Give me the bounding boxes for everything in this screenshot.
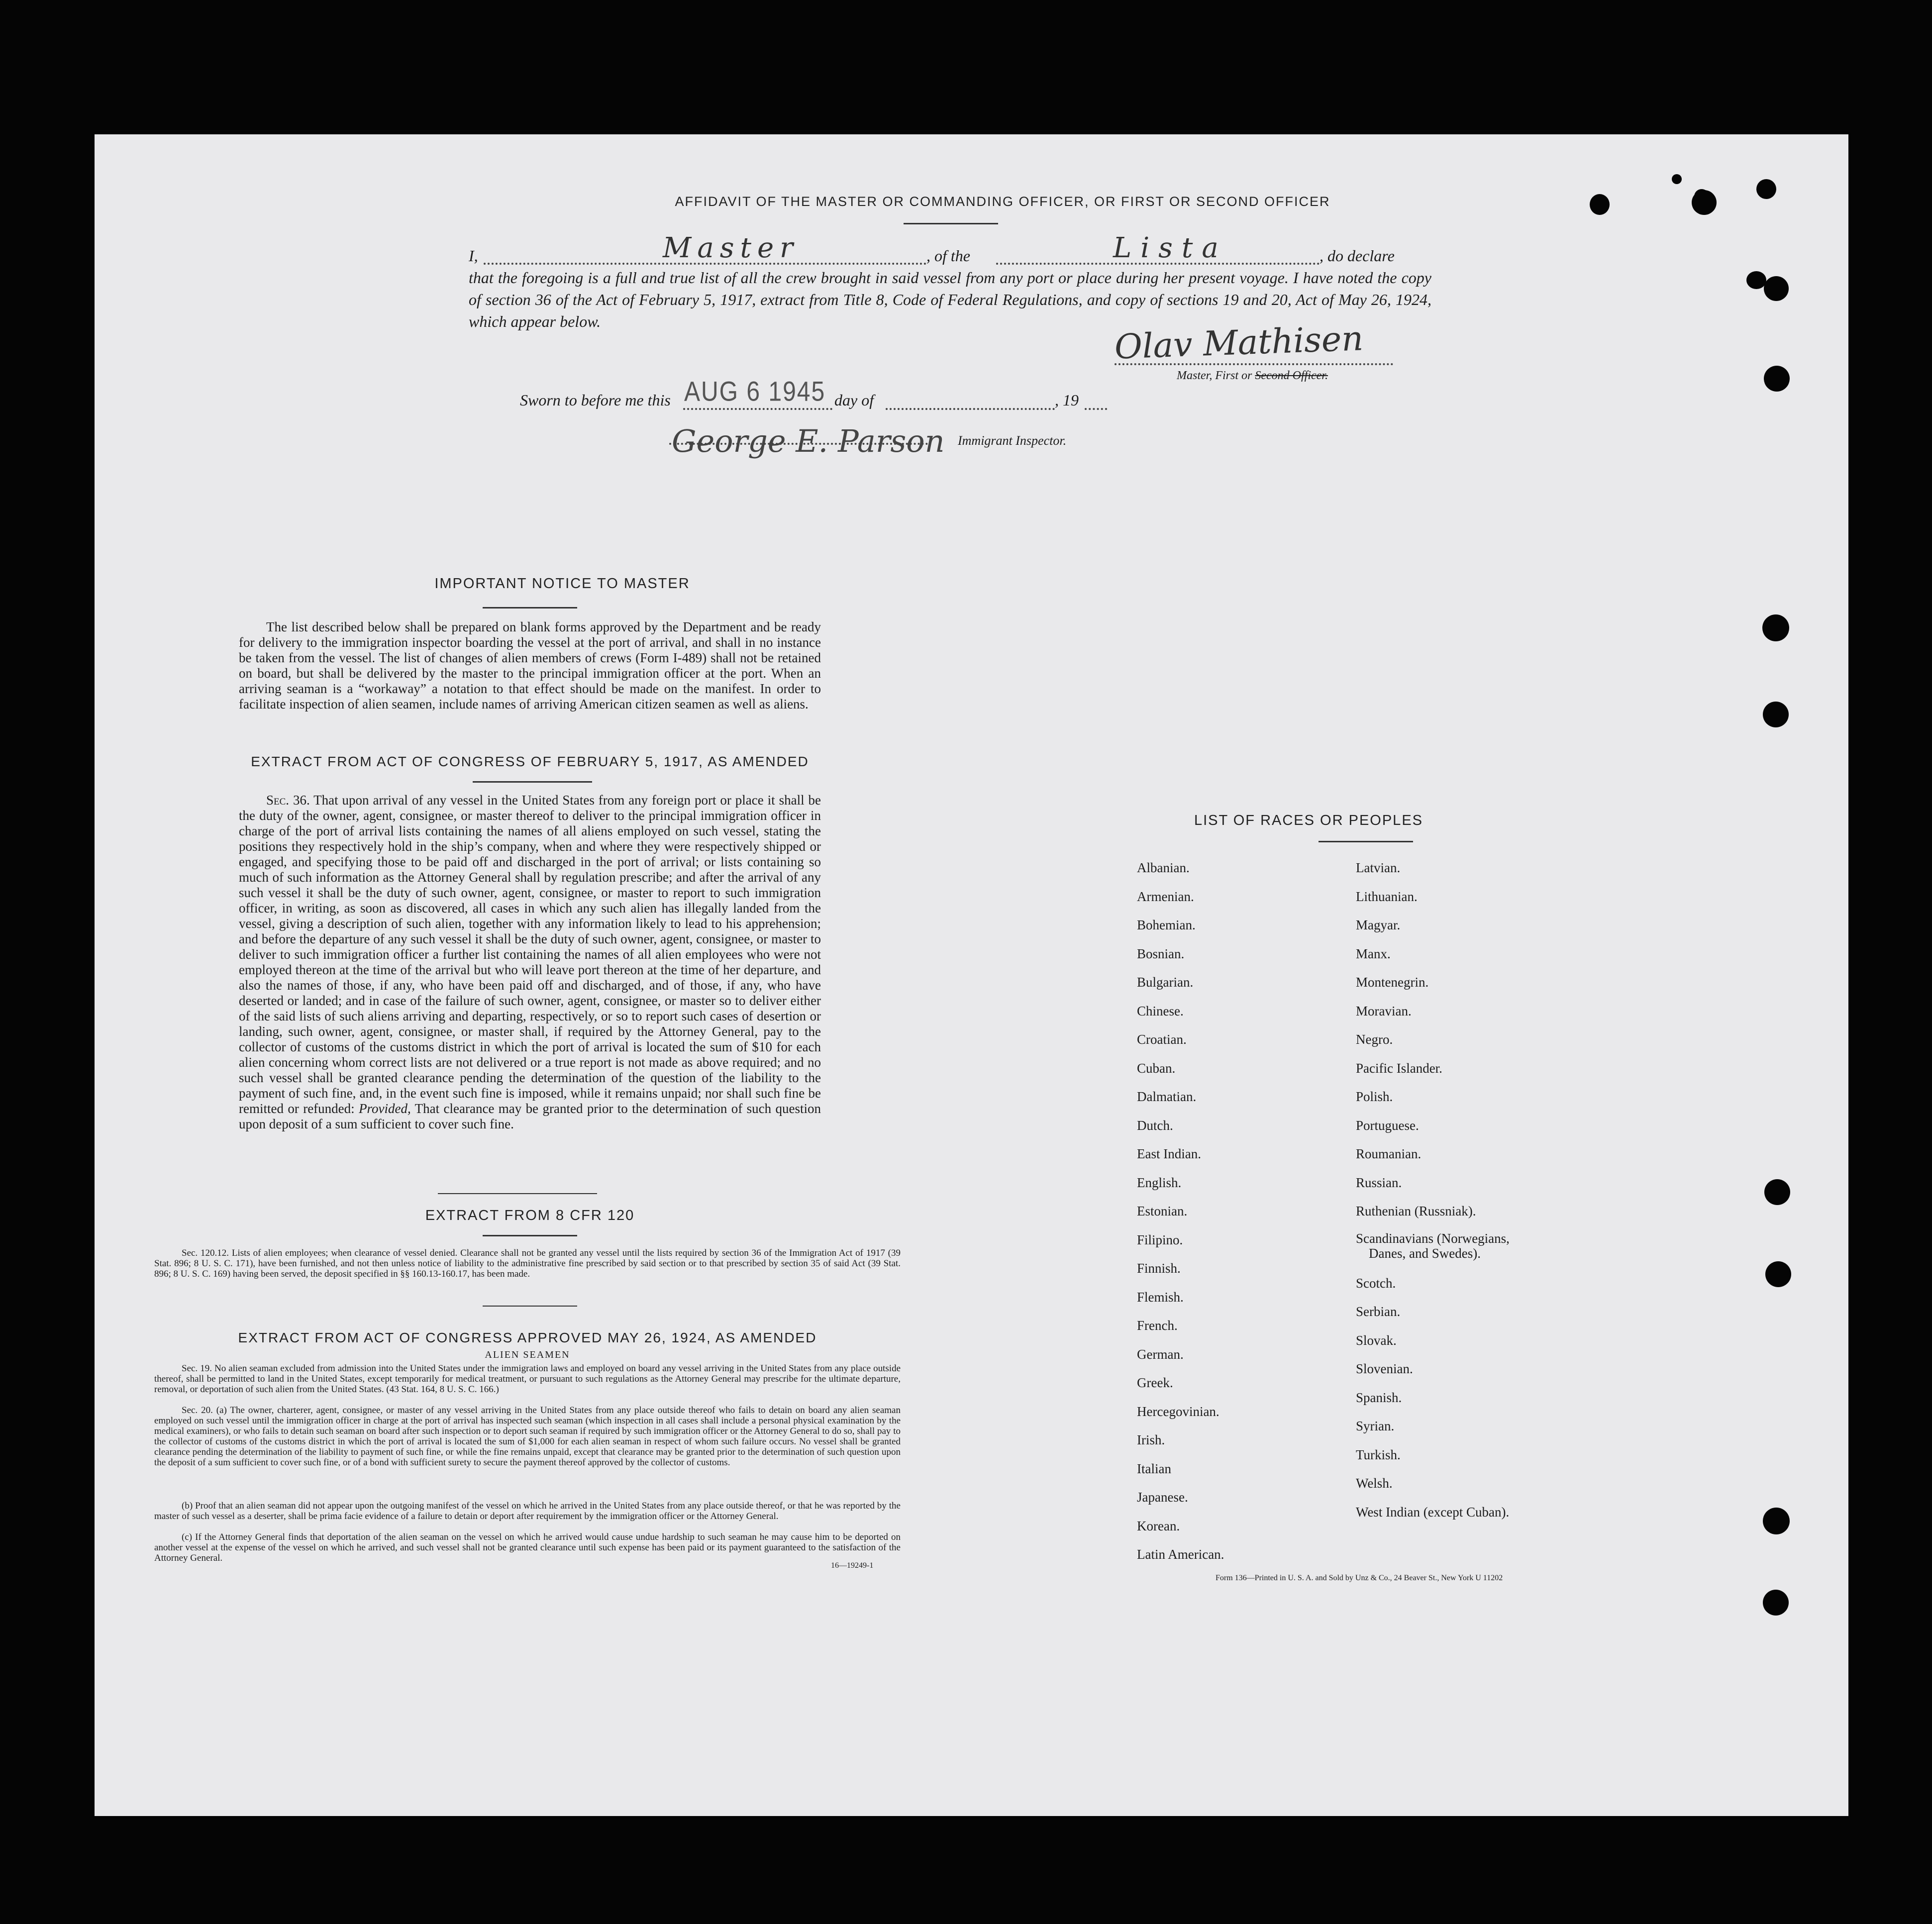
race-item: Armenian. — [1137, 889, 1194, 904]
day-of-label: day of — [834, 391, 874, 409]
extract-cfr-underline — [483, 1235, 577, 1236]
race-item: Serbian. — [1356, 1304, 1401, 1319]
punch-hole — [1762, 614, 1789, 641]
section-divider — [483, 1306, 577, 1307]
race-item: Hercegovinian. — [1137, 1404, 1220, 1419]
affidavit-paragraph: that the foregoing is a full and true list of all the crew brought in said vessel from any port or place during her present voyage. I have noted the copy of section 36 of the Act of February 5, 1917, extract from Title 8, Code of Federal Regulations, and copy of sections 19 and 20, Act of May 26, 1924, which appear below. — [469, 269, 1431, 330]
race-item: Latin American. — [1137, 1547, 1224, 1562]
extract-1917-text — [239, 793, 821, 1132]
race-item: Syrian. — [1356, 1418, 1395, 1433]
race-item: Russian. — [1356, 1175, 1402, 1190]
punch-hole — [1756, 179, 1776, 199]
race-item: Dutch. — [1137, 1117, 1173, 1133]
vessel-handwritten: Lista — [1113, 232, 1227, 264]
race-item: Albanian. — [1137, 860, 1190, 875]
of-the-label: , of the — [926, 247, 970, 265]
sworn-line — [520, 378, 1241, 413]
punch-hole — [1590, 194, 1610, 215]
race-item: Flemish. — [1137, 1289, 1184, 1305]
race-item: Cuban. — [1137, 1060, 1176, 1076]
race-item: Latvian. — [1356, 860, 1401, 875]
race-item: Slovenian. — [1356, 1361, 1413, 1376]
race-item: Turkish. — [1356, 1447, 1401, 1462]
race-item: West Indian (except Cuban). — [1356, 1504, 1510, 1519]
date-stamp: AUG 6 1945 — [684, 377, 826, 407]
signature-line — [1115, 363, 1393, 365]
race-item: Filipino. — [1137, 1232, 1183, 1247]
race-item: Portuguese. — [1356, 1117, 1419, 1133]
punch-hole — [1765, 1261, 1791, 1287]
race-item: Magyar. — [1356, 917, 1401, 932]
master-signature: Olav Mathisen — [1114, 319, 1364, 367]
sworn-prefix: Sworn to before me this — [520, 391, 671, 409]
inspector-caption: Immigrant Inspector. — [958, 433, 1067, 448]
form-number: 16—19249-1 — [831, 1561, 874, 1570]
punch-hole — [1672, 174, 1682, 184]
signature-caption-text: Master, First or — [1177, 369, 1255, 382]
declaration-line — [469, 232, 1538, 270]
printer-footer: Form 136—Printed in U. S. A. and Sold by Unz & Co., 24 Beaver St., New York U 11202 — [1216, 1574, 1503, 1582]
notice-underline — [483, 607, 577, 608]
race-item: Bosnian. — [1137, 946, 1185, 961]
race-item: Greek. — [1137, 1375, 1173, 1390]
section-divider — [438, 1193, 597, 1194]
sec-20c-text: (c) If the Attorney General finds that deportation of the alien seaman on the vessel on which he arrived would cause undue hardship to such seaman he may cause him to be deported on another vessel at the expense of the vessel on which he arrived, and such vessel shall not be granted clearance until such expense has been paid or its payment guaranteed to the satisfaction of the Attorney General. — [154, 1532, 901, 1563]
race-item: Manx. — [1356, 946, 1391, 961]
punch-hole — [1764, 366, 1790, 392]
race-item: Korean. — [1137, 1518, 1180, 1533]
race-item: Moravian. — [1356, 1003, 1412, 1018]
year-prefix: , 19 — [1055, 391, 1079, 409]
races-underline — [1319, 841, 1413, 842]
race-item: Danes, and Swedes). — [1369, 1245, 1481, 1261]
race-item: Montenegrin. — [1356, 975, 1429, 990]
punch-hole — [1763, 702, 1789, 727]
affidavit-title: AFFIDAVIT OF THE MASTER OR COMMANDING OFFICER, OR FIRST OR SECOND OFFICER — [675, 194, 1330, 209]
extract-1917-underline — [473, 781, 592, 783]
signature-caption-struck: Second Officer. — [1255, 369, 1328, 382]
provided-word: Provided, — [359, 1101, 411, 1116]
extract-1924-title: EXTRACT FROM ACT OF CONGRESS APPROVED MAY 26, 1924, AS AMENDED — [238, 1330, 817, 1345]
race-item: Roumanian. — [1356, 1146, 1422, 1161]
race-item: East Indian. — [1137, 1146, 1201, 1161]
punch-hole — [1763, 1590, 1789, 1616]
extract-1917-title: EXTRACT FROM ACT OF CONGRESS OF FEBRUARY 5, 1917, AS AMENDED — [251, 754, 809, 769]
race-item: Scandinavians (Norwegians, — [1356, 1230, 1510, 1246]
races-right-column — [1356, 854, 1605, 1526]
sec-20a-text: Sec. 20. (a) The owner, charterer, agent, consignee, or master of any vessel arriving in the United States from any place outside thereof who fails to detain on board any alien seaman employed on such vessel until the immigration officer in charge at the port of arrival has inspected such seaman (which inspection in all cases shall include a personal physical examination by the medical examiners), or who fails to detain such seaman on board after such inspection or to deport such seaman if required by such immigration officer or the Attorney General to do so, shall pay to the collector of customs of the customs district in which the port of arrival is located the sum of $1,000 for each alien seaman in respect of whom such failure occurs. No vessel shall be granted clearance pending the determination of the liability to payment of such fine, or while the fine remains unpaid, except that clearance may be granted prior to the determination of such question upon the deposit of a sum sufficient to cover such fine, or of a bond with sufficient surety to secure the payment thereof approved by the collector of customs. — [154, 1405, 901, 1468]
inspector-signature: George E. Parson — [672, 423, 945, 459]
sec-36-text: That upon arrival of any vessel in the United States from any foreign port or place it shall be the duty of the owner, agent, consignee, or master thereof to deliver to the principal immigration officer in charge of the port of arrival lists containing the names of all aliens employed on such vessel, stating the positions they respectively hold in the ship’s company, when and where they were respectively shipped or engaged, and specifying those to be paid off and discharged in the port of arrival; or lists containing so much of such information as the Attorney General shall by regulation prescribe; and after the arrival of any such vessel it shall be the duty of such owner, agent, consignee, or master to report to such immigration officer, in writing, as soon as discovered, all cases in which any such alien has illegally landed from the vessel, giving a description of such alien, together with any information likely to lead to his apprehension; and before the departure of any such vessel it shall be the duty of such owner, agent, consignee, or master to deliver to such immigration officer a further list containing the names of all alien employees who were not employed thereon at the time of the arrival but who will leave port thereon at the time of her departure, and also the names of those, if any, who have been paid off and discharged, and of those, if any, who have deserted or landed; and in case of the failure of such owner, agent, consignee, or master so to deliver either of the said lists of such aliens arriving and departing, respectively, or so to report such cases of desertion or landing, such owner, agent, consignee, or master shall, if required by the Attorney General, pay to the collector of customs of the customs district in which the port of arrival is located the sum of $10 for each alien concerning whom correct lists are not delivered or a true report is not made as above required; and no such vessel shall be granted clearance pending the determination of the question of the liability to the payment of such fine, and, in the event such fine is imposed, while it remains unpaid; nor shall such fine be remitted or refunded: — [239, 793, 821, 1116]
name-handwritten: Master — [663, 232, 799, 264]
race-item: Japanese. — [1137, 1490, 1188, 1505]
punch-hole — [1763, 1508, 1790, 1534]
race-item: Spanish. — [1356, 1390, 1402, 1405]
notice-text: The list described below shall be prepared on blank forms approved by the Department and be ready for delivery to the immigration inspector boarding the vessel at the port of arrival, and shall in no instance be taken from the vessel. The list of changes of alien members of crews (Form I-489) shall not be retained on board, but shall be delivered by the master to the principal immigration officer at the port. When an arriving seaman is a “workaway” a notation to that effect should be made on the manifest. In order to facilitate inspection of alien seamen, include names of arriving American citizen seamen as well as aliens. — [239, 619, 821, 711]
punch-hole — [1764, 1179, 1790, 1205]
extract-cfr-text: Sec. 120.12. Lists of alien employees; when clearance of vessel denied. Clearance shall not be granted any vessel until the lists required by section 36 of the Immigration Act of 1917 (39 Stat. 896; 8 U. S. C. 171), have been furnished, and not then unless notice of liability to the administrative fine prescribed by said section or to that prescribed by section 35 of said Act (39 Stat. 896; 8 U. S. C. 169) having been served, the deposit specified in §§ 160.13-160.17, has been made. — [154, 1248, 901, 1279]
race-item: Polish. — [1356, 1089, 1393, 1104]
race-item: Slovak. — [1356, 1332, 1397, 1348]
race-item: Italian — [1137, 1461, 1171, 1476]
race-item: Irish. — [1137, 1432, 1165, 1447]
race-item: Negro. — [1356, 1032, 1393, 1047]
extract-cfr-title: EXTRACT FROM 8 CFR 120 — [425, 1208, 635, 1223]
sworn-date-line — [683, 408, 832, 410]
sec-20b-text: (b) Proof that an alien seaman did not appear upon the outgoing manifest of the vessel on which he arrived in the United States from any place outside thereof, or that he was reported by the master of such vessel as a deserter, shall be prima facie evidence of a failure to detain or deport after requirement by the immigration officer or the Attorney General. — [154, 1501, 901, 1521]
sec-36-label: Sec. 36. — [266, 793, 310, 808]
race-item: Estonian. — [1137, 1204, 1188, 1218]
races-title: LIST OF RACES OR PEOPLES — [1194, 812, 1424, 828]
race-item: Bulgarian. — [1137, 975, 1194, 990]
punch-hole — [1746, 271, 1766, 289]
race-item: Scotch. — [1356, 1275, 1396, 1291]
extract-1924-subtitle: ALIEN SEAMEN — [485, 1349, 570, 1360]
notice-title: IMPORTANT NOTICE TO MASTER — [434, 576, 690, 592]
document-page — [95, 134, 1848, 1816]
sec-19-text: Sec. 19. No alien seaman excluded from admission into the United States under the immigration laws and employed on board any vessel arriving in the United States from any place outside thereof, shall be permitted to land in the United States, except temporarily for medical treatment, or pursuant to such regulations as the Attorney General may prescribe for the ultimate departure, removal, or deportation of such alien from the United States. (43 Stat. 164, 8 U. S. C. 166.) — [154, 1363, 901, 1395]
race-item: Welsh. — [1356, 1476, 1393, 1491]
race-item: Finnish. — [1137, 1261, 1181, 1276]
race-item: English. — [1137, 1175, 1182, 1190]
title-underline — [904, 223, 998, 224]
inspector-line — [669, 443, 928, 445]
race-item: German. — [1137, 1346, 1184, 1362]
month-line — [886, 408, 1055, 410]
punch-hole — [1692, 190, 1717, 215]
sec-36-text-end: That clearance may be granted prior to the determination of such question upon deposit of a sum sufficient to cover such fine. — [239, 1101, 821, 1131]
race-item: French. — [1137, 1318, 1178, 1333]
race-item: Bohemian. — [1137, 917, 1196, 932]
race-item: Ruthenian (Russniak). — [1356, 1204, 1476, 1218]
year-line — [1085, 408, 1107, 410]
race-item: Croatian. — [1137, 1032, 1187, 1047]
race-item: Dalmatian. — [1137, 1089, 1197, 1104]
race-item: Chinese. — [1137, 1003, 1184, 1018]
race-item: Lithuanian. — [1356, 889, 1418, 904]
pronoun-label: I, — [469, 247, 478, 265]
race-item: Pacific Islander. — [1356, 1060, 1442, 1076]
do-declare-label: , do declare — [1320, 247, 1395, 265]
races-left-column — [1137, 854, 1336, 1569]
punch-hole — [1764, 276, 1789, 301]
